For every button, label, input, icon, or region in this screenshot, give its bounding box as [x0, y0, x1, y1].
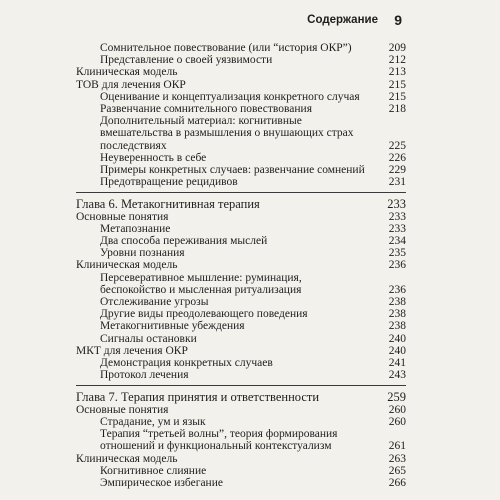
- running-header-title: Содержание: [307, 14, 378, 26]
- toc-page-number: 243: [388, 369, 406, 382]
- toc-page-number: 240: [388, 332, 406, 345]
- toc-entry-title: ТОВ для лечения ОКР: [76, 78, 186, 91]
- toc-entry-title: Отслеживание угрозы: [100, 296, 209, 309]
- toc-entry: [76, 308, 406, 320]
- toc-entry-title: Предотвращение рецидивов: [100, 176, 238, 189]
- toc-entry-title: Представление о своей уязвимости: [100, 54, 273, 67]
- toc-entry-title: Персеверативное мышление: руминация, беспокойство и мысленная ритуализация: [100, 271, 302, 296]
- toc-page-number: 260: [388, 403, 406, 416]
- toc-entry: [76, 369, 406, 381]
- toc-entry-title: Уровни познания: [100, 247, 185, 260]
- page-number: 9: [394, 12, 402, 28]
- toc-entry-title: Два способа переживания мыслей: [100, 235, 268, 248]
- toc-entry: [76, 453, 406, 465]
- toc-page-number: 218: [388, 103, 406, 116]
- toc-entry: [76, 103, 406, 115]
- toc-entry: [76, 357, 406, 369]
- toc-entry-title: Эмпирическое избегание: [100, 476, 223, 489]
- toc-page-number: 213: [388, 66, 406, 79]
- toc-entry-title: Страдание, ум и язык: [100, 415, 206, 428]
- toc-page-number: 238: [388, 308, 406, 321]
- toc-page-number: 238: [388, 320, 406, 333]
- toc-entry-title: Сигналы остановки: [100, 332, 197, 345]
- toc-page-number: 235: [388, 247, 406, 260]
- toc-entry: [76, 320, 406, 332]
- toc-entry-title: Терапия “третьей волны”, теория формирования отношений и функциональный контекстуализм: [100, 428, 338, 453]
- toc-page-number: 265: [388, 464, 406, 477]
- toc-page-number: 233: [388, 222, 406, 235]
- toc-entry-title: Основные понятия: [76, 403, 169, 416]
- toc-entry-title: Клиническая модель: [76, 452, 178, 465]
- toc-entry: [76, 416, 406, 428]
- toc-page-number: 263: [388, 452, 406, 465]
- toc-entry-title: Метакогнитивные убеждения: [100, 320, 245, 333]
- toc-entry: [76, 272, 406, 296]
- toc-entry-title: Когнитивное слияние: [100, 464, 207, 477]
- toc-entry: [76, 235, 406, 247]
- toc-entry: [76, 176, 406, 188]
- toc-page-number: 212: [388, 54, 406, 67]
- toc-entry-title: Оценивание и концептуализация конкретного случая: [100, 90, 360, 103]
- toc-entry-title: Развенчание сомнительного повествования: [100, 103, 313, 116]
- toc-page-number: 238: [388, 296, 406, 309]
- toc-entry-title: Дополнительный материал: когнитивные вмешательства в размышления о внушающих страх последствиях: [100, 115, 354, 152]
- section-divider: [76, 192, 406, 193]
- toc-page-number: 236: [388, 283, 406, 296]
- toc-entry: [76, 345, 406, 357]
- toc-entry-title: Метапознание: [100, 222, 171, 235]
- toc-entry: [76, 79, 406, 91]
- toc-entry-title: Сомнительное повествование (или “история ОКР”): [100, 42, 352, 54]
- toc-page-number: 215: [388, 78, 406, 91]
- toc-entry: [76, 465, 406, 477]
- table-of-contents: [76, 42, 406, 489]
- toc-page-number: 233: [388, 210, 406, 223]
- toc-page-number: 261: [388, 440, 406, 453]
- toc-entry-title: Основные понятия: [76, 210, 169, 223]
- toc-entry: [76, 223, 406, 235]
- toc-entry-title: Протокол лечения: [100, 369, 189, 382]
- toc-chapter-heading: [76, 391, 406, 403]
- toc-page-number: 225: [388, 139, 406, 152]
- toc-entry-title: Неуверенность в себе: [100, 151, 207, 164]
- toc-page-number: 236: [388, 259, 406, 272]
- toc-entry: [76, 428, 406, 452]
- toc-page-number: 259: [387, 390, 406, 405]
- toc-entry: [76, 164, 406, 176]
- toc-page-number: 209: [388, 42, 406, 54]
- toc-entry: [76, 333, 406, 345]
- toc-page-number: 266: [388, 476, 406, 489]
- toc-entry-title: Другие виды преодолевающего поведения: [100, 308, 308, 321]
- toc-entry: [76, 211, 406, 223]
- toc-entry: [76, 477, 406, 489]
- toc-page-number: 226: [388, 151, 406, 164]
- toc-page-number: 229: [388, 164, 406, 177]
- toc-entry-title: Глава 6. Метакогнитивная терапия: [76, 197, 260, 212]
- toc-entry-title: Демонстрация конкретных случаев: [100, 357, 273, 370]
- toc-page-number: 231: [388, 176, 406, 189]
- toc-entry: [76, 91, 406, 103]
- toc-entry-title: Примеры конкретных случаев: развенчание сомнений: [100, 164, 365, 177]
- toc-entry: [76, 54, 406, 66]
- toc-page-number: 215: [388, 90, 406, 103]
- toc-entry-title: МКТ для лечения ОКР: [76, 344, 188, 357]
- toc-entry-title: Клиническая модель: [76, 259, 178, 272]
- toc-page-number: 240: [388, 344, 406, 357]
- toc-page-number: 233: [387, 197, 406, 212]
- toc-page-number: 241: [388, 357, 406, 370]
- page-header: [76, 14, 402, 34]
- toc-entry: [76, 115, 406, 152]
- toc-entry: [76, 66, 406, 78]
- toc-entry: [76, 247, 406, 259]
- toc-entry-title: Клиническая модель: [76, 66, 178, 79]
- toc-entry: [76, 404, 406, 416]
- toc-chapter-heading: [76, 198, 406, 210]
- toc-page-number: 234: [388, 235, 406, 248]
- toc-entry: [76, 259, 406, 271]
- toc-entry: [76, 296, 406, 308]
- section-divider: [76, 385, 406, 386]
- toc-entry-title: Глава 7. Терапия принятия и ответственности: [76, 390, 320, 405]
- toc-entry: [76, 42, 406, 54]
- toc-entry: [76, 152, 406, 164]
- toc-page-number: 260: [388, 415, 406, 428]
